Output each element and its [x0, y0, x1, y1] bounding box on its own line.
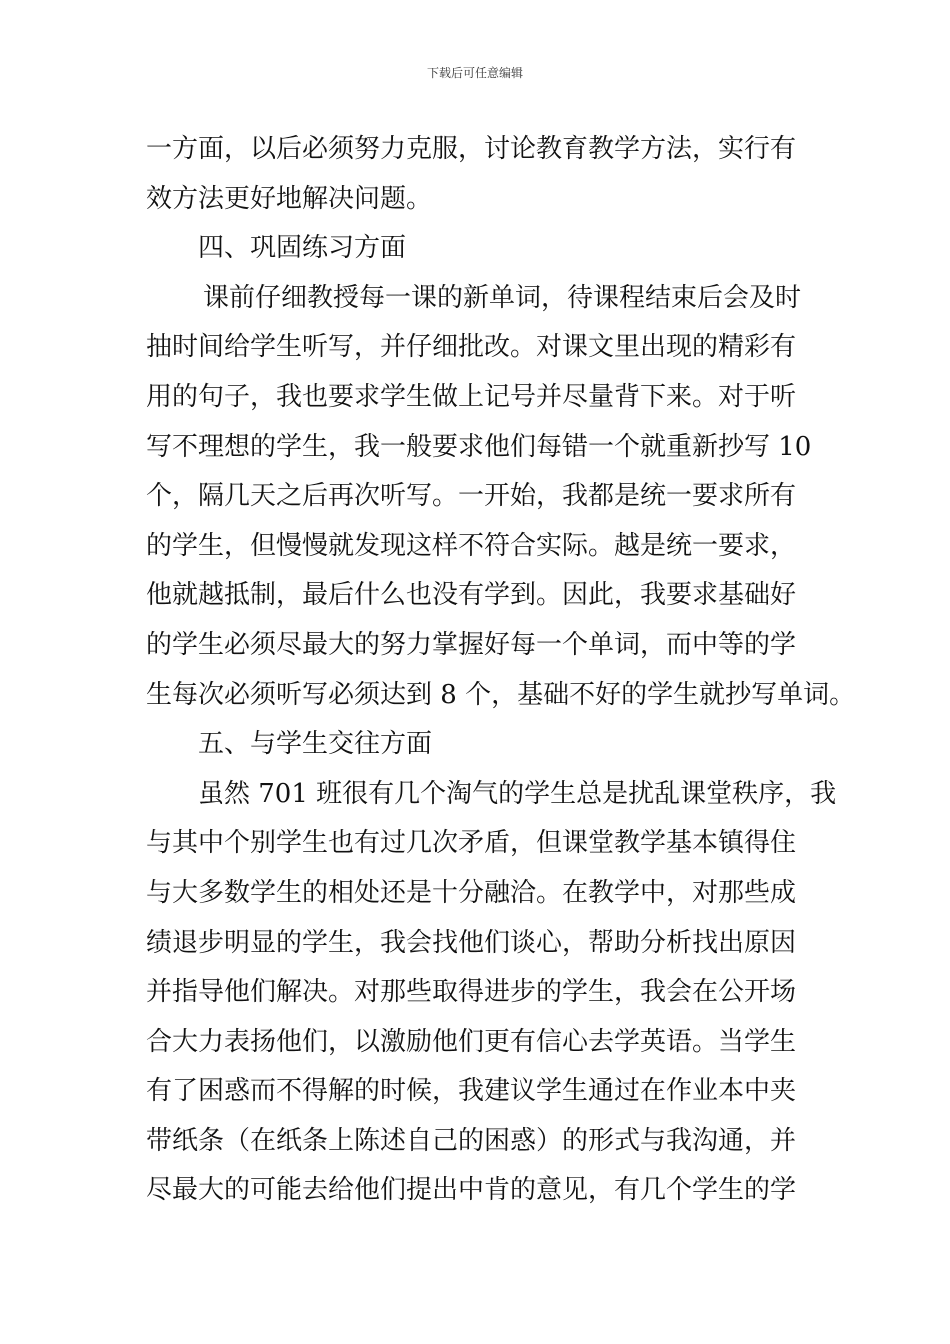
text-line: 他就越抵制，最后什么也没有学到。因此，我要求基础好 — [146, 580, 797, 611]
section-heading: 四、巩固练习方面 — [198, 233, 407, 264]
text-line: 尽最大的可能去给他们提出中肯的意见，有几个学生的学 — [146, 1175, 797, 1206]
text-line: 抽时间给学生听写，并仔细批改。对课文里出现的精彩有 — [146, 332, 797, 363]
text-line: 效方法更好地解决问题。 — [146, 183, 433, 214]
text-line: 一方面，以后必须努力克服，讨论教育教学方法，实行有 — [146, 134, 797, 164]
section-heading: 五、与学生交往方面 — [198, 729, 433, 760]
text-line: 合大力表扬他们，以激励他们更有信心去学英语。当学生 — [146, 1026, 797, 1057]
text-line: 用的句子，我也要求学生做上记号并尽量背下来。对于听 — [146, 381, 797, 412]
body-text — [146, 125, 856, 1216]
text-line: 与大多数学生的相处还是十分融洽。在教学中，对那些成 — [146, 877, 797, 908]
text-line: 写不理想的学生，我一般要求他们每错一个就重新抄写 10 — [146, 431, 812, 462]
text-line: 虽然 701 班很有几个淘气的学生总是扰乱课堂秩序，我 — [198, 778, 837, 809]
text-line: 有了困惑而不得解的时候，我建议学生通过在作业本中夹 — [146, 1076, 797, 1107]
text-line: 个，隔几天之后再次听写。一开始，我都是统一要求所有 — [146, 481, 797, 512]
text-line: 绩退步明显的学生，我会找他们谈心，帮助分析找出原因 — [146, 927, 797, 958]
text-line: 的学生，但慢慢就发现这样不符合实际。越是统一要求， — [146, 530, 797, 561]
text-line: 并指导他们解决。对那些取得进步的学生，我会在公开场 — [146, 977, 797, 1008]
text-line: 课前仔细教授每一课的新单词，待课程结束后会及时 — [203, 282, 802, 313]
text-line: 与其中个别学生也有过几次矛盾，但课堂教学基本镇得住 — [146, 828, 797, 859]
page-header-note: 下载后可任意编辑 — [426, 66, 523, 80]
text-line: 生每次必须听写必须达到 8 个，基础不好的学生就抄写单词。 — [146, 679, 856, 710]
text-line: 带纸条（在纸条上陈述自己的困惑）的形式与我沟通，并 — [146, 1125, 797, 1156]
text-line: 的学生必须尽最大的努力掌握好每一个单词，而中等的学 — [146, 629, 797, 660]
